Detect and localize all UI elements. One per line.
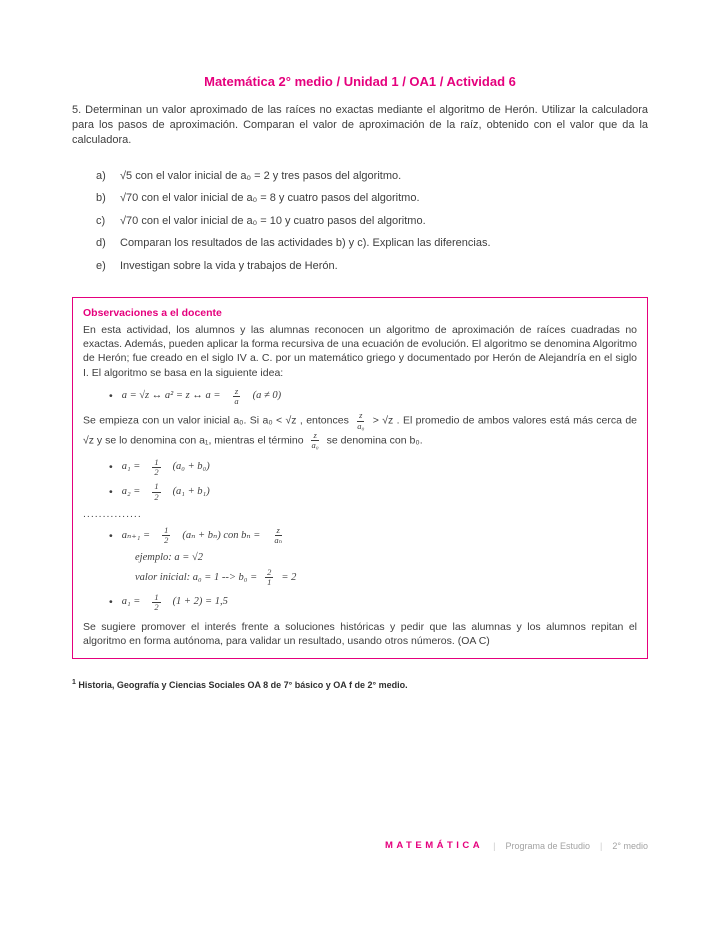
example-block [135,551,637,588]
list-item-text: Comparan los resultados de las actividades b) y c). Explican las diferencias. [120,237,491,250]
formula-text: (a₁ + b₁) [172,486,210,498]
formula-text: (a ≠ 0) [252,390,282,402]
footer-level: 2° medio [612,840,648,851]
note-text: Se empieza con un valor inicial a₀. Si a₀ < √z , entonces [83,414,349,427]
formula-text: (a₀ + b₀) [172,461,210,473]
example-line-1 [135,551,637,565]
fraction: $\frac{z}{\text{a₀}}$ [311,429,319,451]
page-footer [385,840,648,851]
formula-text: a₁ = [121,596,141,608]
ellipsis-line: ............... [83,508,142,520]
fraction: $\frac{z}{\text{aₙ}}$ [274,525,283,546]
example-text: valor inicial: a₀ = 1 --> b₀ = [135,571,258,583]
formula-a2 [109,482,637,502]
footer-separator: | [600,840,603,851]
bullet-marker: • [109,486,113,499]
list-item [96,210,648,233]
task-list [96,165,648,278]
footnote-text: Historia, Geografía y Ciencias Sociales OA 8 de 7° básico y OA f de 2° medio. [78,680,408,691]
list-item [96,165,648,188]
note-paragraph-3: Se sugiere promover el interés frente a soluciones históricas y pedir que las alumnas y los alumnos repitan el algoritmo en forma autónoma, para validar un resultado, usando otros números. (OA C) [83,621,637,648]
note-paragraph-2 [83,411,637,450]
formula-text: (aₙ + bₙ) con bₙ = [182,529,261,541]
list-item [96,255,648,278]
footnote-marker: 1 [72,679,76,687]
list-item-text: Investigan sobre la vida y trabajos de Herón. [120,259,338,272]
fraction: $\frac{z}{a}$ [234,385,239,406]
note-heading: Observaciones a el docente [83,307,222,320]
example-text: ejemplo: a = √2 [135,551,203,563]
footer-brand: MATEMÁTICA [384,840,484,851]
footer-program: Programa de Estudio [505,840,591,851]
bullet-marker: • [109,390,113,403]
note-text: se denomina con b₀. [326,434,423,447]
bullet-marker: • [109,529,113,542]
fraction: $\frac{1}{2}$ [154,481,159,502]
fraction: $\frac{1}{2}$ [154,591,159,612]
bullet-marker: • [109,461,113,474]
formula-idea [109,387,637,407]
formula-a1 [109,458,637,478]
list-item-text: √70 con el valor inicial de a₀ = 8 y cuatro pasos del algoritmo. [120,192,420,205]
teacher-note-box [72,297,648,659]
formula-text: a₁ = [121,461,141,473]
page-title: Matemática 2° medio / Unidad 1 / OA1 / Actividad 6 [204,74,516,89]
intro-paragraph: 5. Determinan un valor aproximado de las raíces no exactas mediante el algoritmo de Herón. Utilizar la calculadora para los pasos de aproximación. Comparan el valor de aproximación de la raíz, obtenido con el valor que da la calculadora. [72,104,648,147]
bullet-marker: • [109,596,113,609]
list-item-label: b) [96,192,106,205]
note-text: > √z . El promedio de ambos valores está más cerca de √z y se lo denomina con a₁, mientras el término [83,414,638,447]
formula-text: aₙ₊₁ = [121,529,151,541]
example-text: = 2 [281,571,297,583]
footer-separator: | [493,840,496,851]
document-page [72,74,648,699]
fraction: $\frac{z}{\text{a₀}}$ [357,410,365,431]
list-item-label: a) [96,169,106,182]
list-item-label: c) [96,214,106,227]
footnote [72,679,648,690]
formula-an [109,526,637,546]
note-paragraph-1: En esta actividad, los alumnos y las alumnas reconocen un algoritmo de aproximación de raíces cuadradas no exactas. Además, pueden aplicar la forma recursiva de una ecuación de evolución. El algoritmo se denomina Algoritmo de Herón; fue creado en el siglo IV a. C. por un matemático griego y documentado por Herón de Alejandría en el siglo I. El algoritmo se basa en la siguiente idea: [83,324,637,379]
list-item-text: √5 con el valor inicial de a₀ = 2 y tres pasos del algoritmo. [120,169,402,182]
list-item-text: √70 con el valor inicial de a₀ = 10 y cuatro pasos del algoritmo. [120,214,426,227]
formula-example-a1 [109,593,637,613]
fraction: $\frac{1}{2}$ [154,456,159,477]
example-line-2 [135,568,637,588]
list-item-label: e) [96,259,106,272]
formula-text: a₂ = [121,486,141,498]
fraction: $\frac{2}{1}$ [267,566,272,588]
list-item-label: d) [96,237,106,250]
fraction: $\frac{1}{2}$ [164,525,169,546]
list-item [96,232,648,255]
formula-text: a = √z ↔ a² = z ↔ a = [121,390,221,402]
formula-text: (1 + 2) = 1,5 [172,596,228,608]
list-item [96,187,648,210]
